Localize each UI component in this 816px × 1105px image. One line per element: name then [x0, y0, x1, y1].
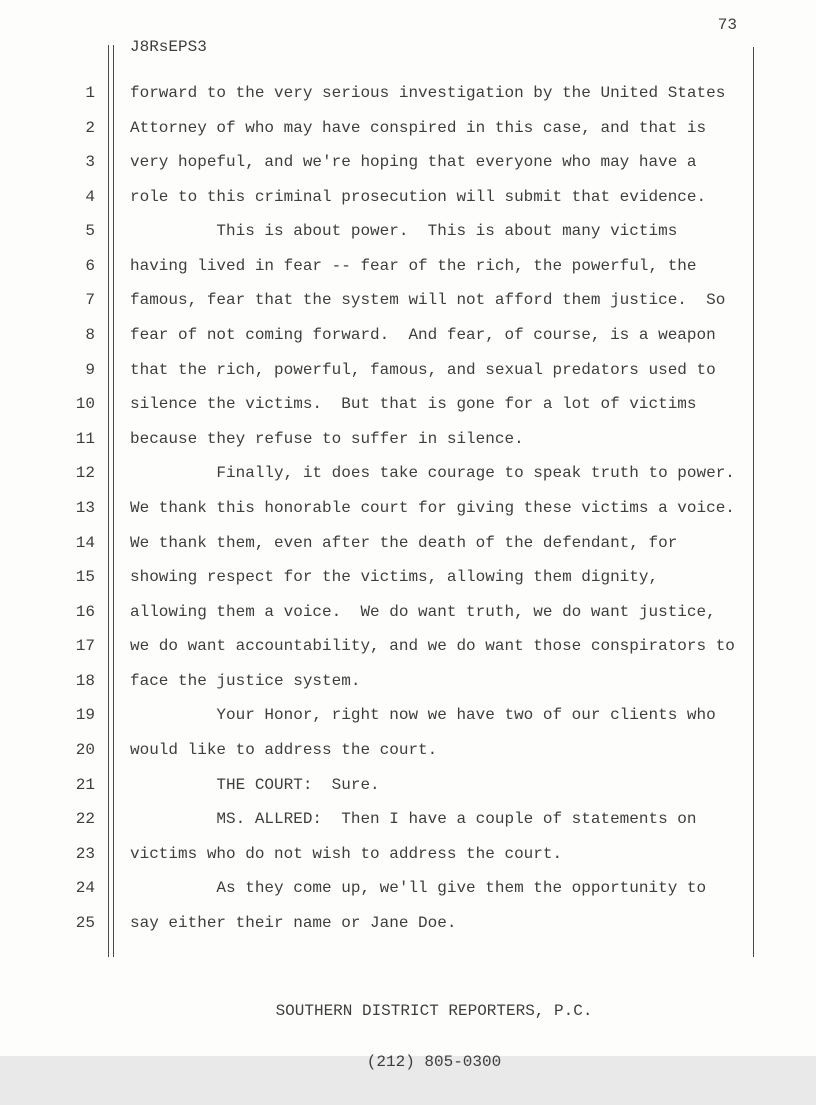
- transcript-line: [60, 456, 760, 491]
- transcript-header-id: J8RsEPS3: [130, 38, 207, 56]
- transcript-line: [60, 733, 760, 768]
- line-text: we do want accountability, and we do want those conspirators to: [130, 637, 735, 656]
- line-text: As they come up, we'll give them the opportunity to: [130, 879, 707, 898]
- transcript-line: [60, 180, 760, 215]
- reporter-name: SOUTHERN DISTRICT REPORTERS, P.C.: [275, 1002, 593, 1020]
- line-number: 17: [75, 637, 95, 656]
- line-text: allowing them a voice. We do want truth, we do want justice,: [130, 602, 716, 621]
- line-text: role to this criminal prosecution will submit that evidence.: [130, 187, 707, 206]
- line-number: 14: [75, 533, 95, 552]
- line-text: very hopeful, and we're hoping that everyone who may have a: [130, 153, 697, 172]
- line-number: 11: [75, 429, 95, 448]
- line-number: 2: [85, 118, 95, 137]
- transcript-line: [60, 422, 760, 457]
- line-text: fear of not coming forward. And fear, of course, is a weapon: [130, 326, 716, 345]
- line-number: 1: [85, 84, 95, 102]
- line-text: forward to the very serious investigation by the United States: [130, 84, 726, 102]
- page-number: 73: [717, 16, 737, 34]
- transcript-line: [60, 145, 760, 180]
- line-number: 21: [75, 775, 95, 794]
- line-text: famous, fear that the system will not afford them justice. So: [130, 291, 726, 310]
- line-text: face the justice system.: [130, 671, 361, 690]
- line-number: 6: [85, 256, 95, 275]
- line-text: showing respect for the victims, allowing them dignity,: [130, 568, 659, 587]
- line-text: that the rich, powerful, famous, and sexual predators used to: [130, 360, 716, 379]
- transcript-line: [60, 629, 760, 664]
- line-number: 10: [75, 395, 95, 414]
- transcript-line: [60, 906, 760, 941]
- transcript-line: [60, 664, 760, 699]
- line-number: 25: [75, 913, 95, 932]
- transcript-line: [60, 111, 760, 146]
- line-number: 18: [75, 671, 95, 690]
- transcript-line: [60, 871, 760, 906]
- line-text: silence the victims. But that is gone for a lot of victims: [130, 395, 697, 414]
- line-number: 23: [75, 844, 95, 863]
- line-text: because they refuse to suffer in silence.: [130, 429, 524, 448]
- line-text: We thank them, even after the death of the defendant, for: [130, 533, 678, 552]
- transcript-line: [60, 76, 760, 111]
- transcript-line: [60, 491, 760, 526]
- line-text: would like to address the court.: [130, 740, 438, 759]
- line-number: 24: [75, 879, 95, 898]
- line-number: 20: [75, 740, 95, 759]
- page-footer: [120, 969, 748, 1105]
- line-text: THE COURT: Sure.: [130, 775, 380, 794]
- line-text: MS. ALLRED: Then I have a couple of statements on: [130, 810, 697, 829]
- line-number: 22: [75, 810, 95, 829]
- line-number: 16: [75, 602, 95, 621]
- line-number: 15: [75, 568, 95, 587]
- line-text: say either their name or Jane Doe.: [130, 913, 457, 932]
- line-text: Finally, it does take courage to speak truth to power.: [130, 464, 735, 483]
- line-number: 7: [85, 291, 95, 310]
- reporter-phone: (212) 805-0300: [366, 1053, 502, 1071]
- transcript-line: [60, 837, 760, 872]
- transcript-line: [60, 387, 760, 422]
- line-number: 4: [85, 187, 95, 206]
- transcript-line: [60, 526, 760, 561]
- line-number: 9: [85, 360, 95, 379]
- transcript-line: [60, 283, 760, 318]
- transcript-line: [60, 318, 760, 353]
- line-text: Attorney of who may have conspired in this case, and that is: [130, 118, 707, 137]
- line-text: Your Honor, right now we have two of our clients who: [130, 706, 716, 725]
- transcript-line: [60, 698, 760, 733]
- transcript-line: [60, 249, 760, 284]
- line-number: 3: [85, 153, 95, 172]
- transcript-line: [60, 560, 760, 595]
- line-number: 5: [85, 222, 95, 241]
- transcript-line: [60, 214, 760, 249]
- line-number: 8: [85, 326, 95, 345]
- line-text: This is about power. This is about many victims: [130, 222, 678, 241]
- transcript-line: [60, 768, 760, 803]
- transcript-line: [60, 353, 760, 388]
- line-text: having lived in fear -- fear of the rich, the powerful, the: [130, 256, 697, 275]
- transcript-line: [60, 595, 760, 630]
- transcript-line: [60, 802, 760, 837]
- line-number: 13: [75, 498, 95, 517]
- line-number: 12: [75, 464, 95, 483]
- line-number: 19: [75, 706, 95, 725]
- line-text: victims who do not wish to address the court.: [130, 844, 563, 863]
- transcript-lines: [60, 76, 760, 940]
- line-text: We thank this honorable court for giving these victims a voice.: [130, 498, 735, 517]
